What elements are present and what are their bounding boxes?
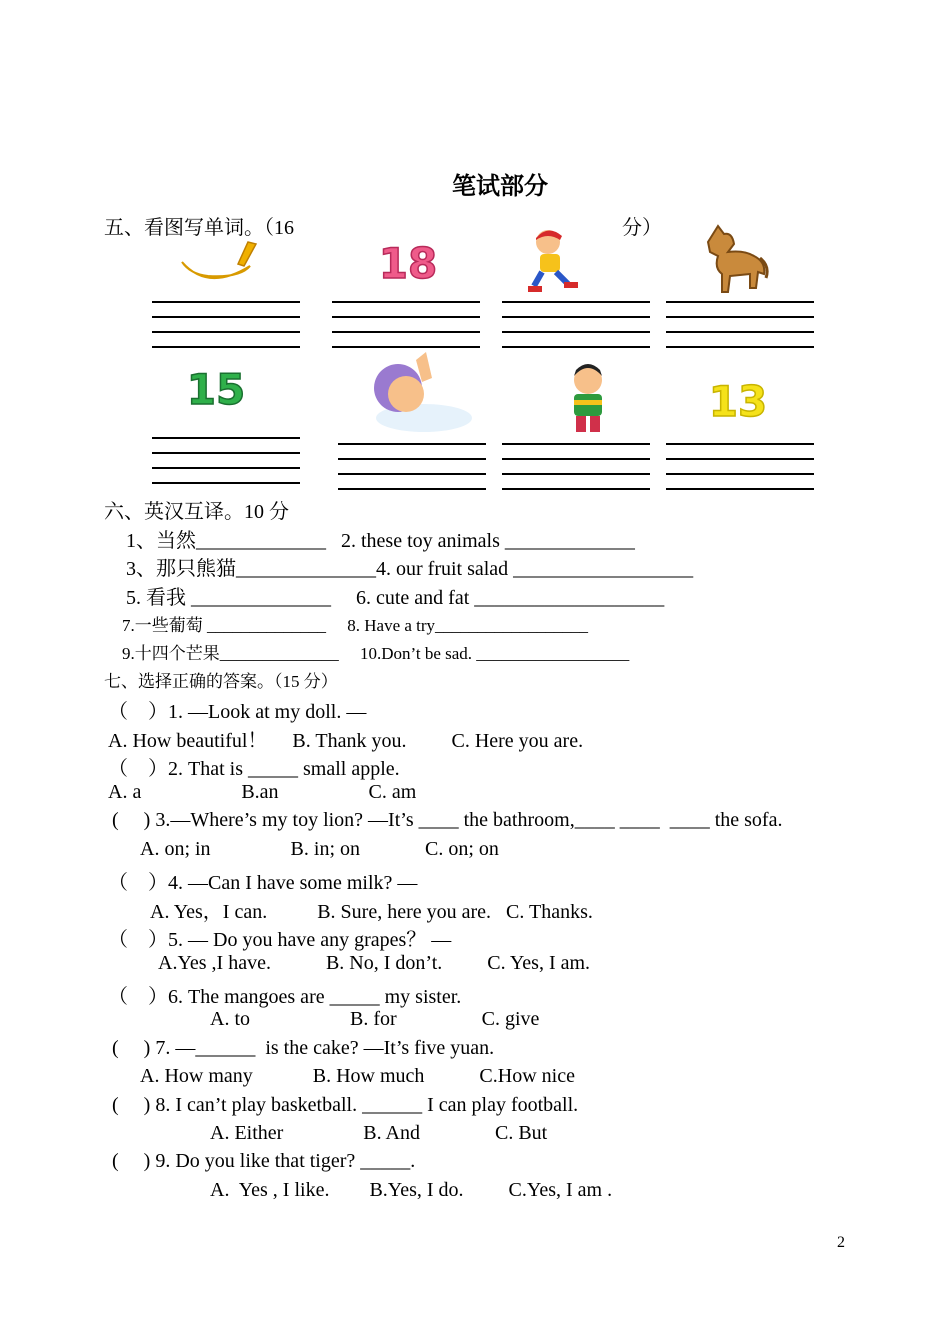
banana-icon <box>178 236 260 290</box>
option-line: A. Either B. And C. But <box>210 1122 548 1144</box>
translation-item: 9.十四个芒果______________ 10.Don’t be sad. __________________ <box>122 644 630 663</box>
question-line: （ ）2. That is _____ small apple. <box>108 758 400 780</box>
answer-lines[interactable] <box>338 443 486 503</box>
svg-text:18: 18 <box>378 239 438 284</box>
skater-boy-icon <box>524 224 584 298</box>
section-5-heading: 五、看图写单词。（16 <box>104 217 294 239</box>
section-6-heading: 六、英汉互译。10 分 <box>104 501 289 523</box>
option-line: A. How beautiful！ B. Thank you. C. Here you are. <box>108 730 584 752</box>
answer-lines[interactable] <box>666 301 814 361</box>
question-line: ( ) 7. —______ is the cake? —It’s five yuan. <box>112 1037 495 1059</box>
number-13-icon <box>708 376 768 422</box>
translation-item: 1、当然_____________ 2. these toy animals _____________ <box>126 530 635 552</box>
option-line: A. to B. for C. give <box>210 1008 540 1030</box>
answer-lines[interactable] <box>152 437 300 497</box>
answer-lines[interactable] <box>666 443 814 503</box>
question-line: ( ) 9. Do you like that tiger? _____. <box>112 1150 416 1172</box>
answer-lines[interactable] <box>502 301 650 361</box>
translation-item: 5. 看我 ______________ 6. cute and fat ___________________ <box>126 587 665 609</box>
option-line: A. How many B. How much C.How nice <box>140 1065 575 1087</box>
number-15-icon <box>186 364 246 410</box>
option-line: A. on; in B. in; on C. on; on <box>140 838 499 860</box>
svg-text:13: 13 <box>708 377 768 422</box>
translation-item: 3、那只熊猫______________4. our fruit salad __________________ <box>126 558 694 580</box>
section-5-score: 分） <box>622 217 662 239</box>
question-line: （ ）6. The mangoes are _____ my sister. <box>108 986 462 1008</box>
number-18-icon <box>378 238 438 284</box>
page-number: 2 <box>837 1234 845 1251</box>
option-line: A. Yes , I like. B.Yes, I do. C.Yes, I am . <box>210 1179 613 1201</box>
answer-lines[interactable] <box>502 443 650 503</box>
option-line: A. a B.an C. am <box>108 781 417 803</box>
question-line: （ ）5. — Do you have any grapes？ — <box>108 929 452 951</box>
sleeping-boy-icon <box>366 348 472 436</box>
svg-text:15: 15 <box>186 365 246 410</box>
page-title: 笔试部分 <box>452 174 548 200</box>
question-line: （ ）1. —Look at my doll. — <box>108 701 367 723</box>
question-line: ( ) 3.—Where’s my toy lion? —It’s ____ the bathroom,____ ____ ____ the sofa. <box>112 809 783 831</box>
section-7-heading: 七、选择正确的答案。（15 分） <box>104 672 338 691</box>
answer-lines[interactable] <box>152 301 300 361</box>
translation-item: 7.一些葡萄 ______________ 8. Have a try__________________ <box>122 616 589 635</box>
option-line: A.Yes ,I have. B. No, I don’t. C. Yes, I am. <box>158 952 591 974</box>
question-line: （ ）4. —Can I have some milk? — <box>108 872 418 894</box>
horse-icon <box>694 222 770 298</box>
question-line: ( ) 8. I can’t play basketball. ______ I can play football. <box>112 1094 579 1116</box>
option-line: A. Yes，I can. B. Sure, here you are. C. Thanks. <box>150 901 593 923</box>
laughing-boy-icon <box>562 358 614 436</box>
